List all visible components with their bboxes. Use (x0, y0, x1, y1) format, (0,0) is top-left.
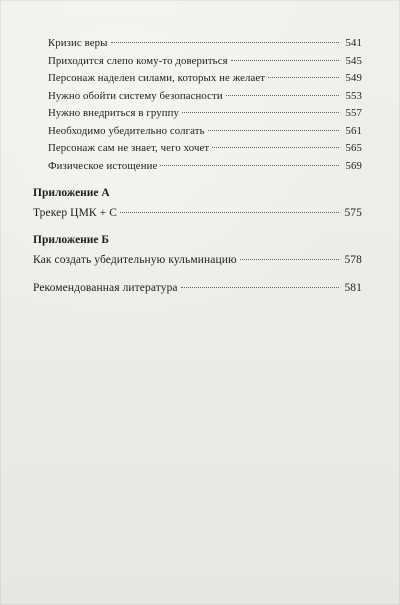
toc-entry-page: 553 (345, 89, 362, 102)
toc-entry-appendix-a (33, 204, 362, 222)
toc-entry-infiltrate-group (33, 105, 362, 123)
toc-entry-title: Приходится слепо кому-то довериться (48, 54, 228, 67)
toc-entry-page: 581 (344, 282, 362, 294)
dot-leader (120, 212, 339, 213)
table-of-contents (33, 35, 362, 297)
toc-entry-page: 569 (345, 159, 362, 172)
toc-entry-page: 545 (345, 54, 362, 67)
toc-entry-title: Нужно обойти систему безопасности (48, 89, 223, 102)
toc-entry-title: Трекер ЦМК + С (33, 207, 117, 219)
dot-leader (182, 112, 339, 113)
toc-entry-title: Персонаж сам не знает, чего хочет (48, 142, 210, 154)
dot-leader (181, 287, 339, 288)
toc-entry-security-bypass (33, 88, 362, 106)
toc-entry-page: 557 (345, 107, 362, 119)
toc-entry-recommended-literature (33, 279, 362, 297)
appendix-b-heading: Приложение Б (33, 234, 110, 246)
toc-entry-page: 541 (345, 37, 362, 49)
toc-entry-page: 549 (345, 72, 362, 84)
toc-entry-unknown-desire (33, 140, 362, 158)
toc-entry-unwanted-powers (33, 70, 362, 88)
section-gap (33, 269, 362, 279)
toc-entry-title: Рекомендованная литература (33, 282, 178, 294)
appendix-a-heading: Приложение А (33, 187, 110, 199)
dot-leader (208, 130, 339, 131)
toc-entry-convincing-lie (33, 123, 362, 141)
toc-entry-page: 575 (344, 207, 362, 219)
toc-entry-title: Кризис веры (48, 37, 108, 49)
toc-entry-page: 565 (345, 142, 362, 154)
dot-leader (231, 60, 339, 61)
toc-entry-title: Необходимо убедительно солгать (48, 124, 205, 137)
dot-leader (268, 77, 339, 78)
toc-entry-title: Физическое истощение (48, 159, 158, 172)
dot-leader (240, 259, 339, 260)
dot-leader (212, 147, 339, 148)
toc-entry-crisis-of-faith (33, 35, 362, 53)
toc-entry-page: 578 (344, 254, 362, 266)
toc-entry-page: 561 (345, 124, 362, 137)
dot-leader (111, 42, 340, 43)
toc-entry-title: Персонаж наделен силами, которых не желает (48, 72, 266, 84)
dot-leader (226, 95, 339, 96)
toc-entry-blind-trust (33, 53, 362, 71)
toc-entry-appendix-b (33, 251, 362, 269)
dot-leader (160, 165, 339, 166)
toc-entry-title: Как создать убедительную кульминацию (33, 254, 237, 266)
toc-entry-title: Нужно внедриться в группу (48, 107, 180, 119)
toc-entry-physical-exhaustion (33, 158, 362, 176)
